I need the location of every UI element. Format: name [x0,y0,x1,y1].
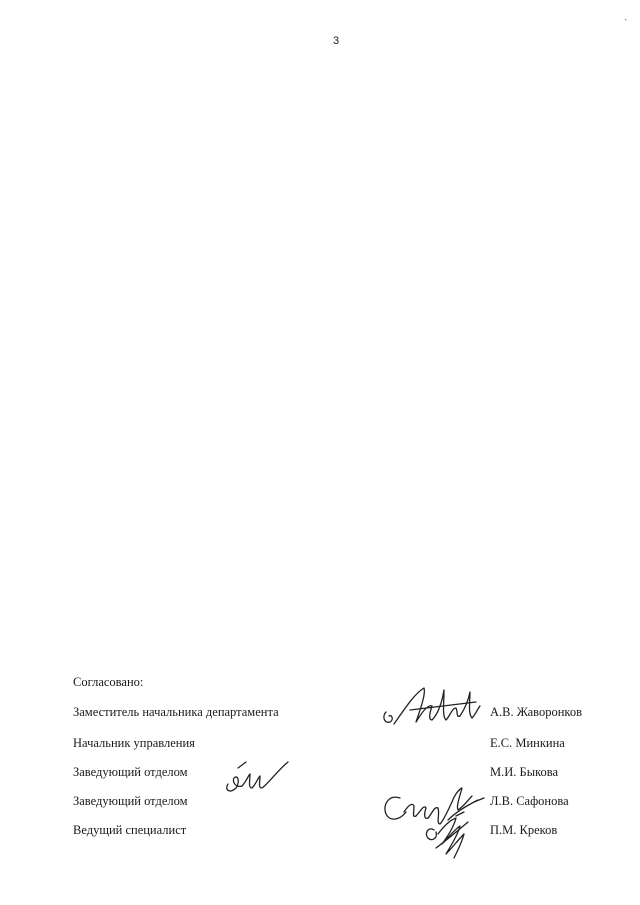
approval-name: М.И. Быкова [490,765,559,779]
approval-name: П.М. Креков [490,823,558,837]
approval-position: Начальник управления [73,736,195,750]
corner-mark: ˎ [624,10,628,21]
approval-name: А.В. Жаворонков [490,705,583,719]
approval-position: Заместитель начальника департамента [73,705,279,719]
page-number: 3 [332,35,340,47]
signature-zhavoronkov [380,680,485,730]
approval-position: Ведущий специалист [73,823,187,837]
signature-krekov [420,808,480,863]
approval-name: Л.В. Сафонова [490,794,569,808]
approval-heading: Согласовано: [73,675,144,689]
approval-position: Заведующий отделом [73,765,188,779]
signature-bykova [222,758,292,796]
approval-position: Заведующий отделом [73,794,188,808]
approval-name: Е.С. Минкина [490,736,565,750]
